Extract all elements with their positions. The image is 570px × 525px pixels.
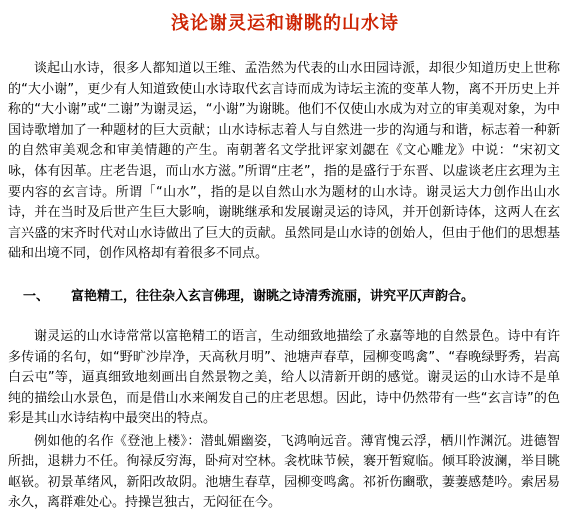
article-title: 浅论谢灵运和谢眺的山水诗	[171, 13, 399, 34]
section-heading-text: 富艳精工，往往杂入玄言佛理，谢眺之诗清秀流丽，讲究平仄声韵合。	[71, 289, 475, 304]
section-number: 一、	[23, 289, 50, 304]
paragraph-intro: 谈起山水诗，很多人都知道以王维、孟浩然为代表的山水田园诗派，却很少知道历史上世称的“大小谢”，更少有人知道致使山水诗取代玄言诗而成为诗坛主流的变革人物，离不开历史上并称的“大小谢”或“二谢”为谢灵运，“小谢”为谢眺。他们不仅使山水成为对立的审美观对象，为中国诗歌增加了一种题材的巨大贡献；山水诗标志着人与自然进一步的沟通与和谐，标志着一种新的自然审美观念和审美情趣的产生。南朝著名文学批评家刘勰在《文心雕龙》中说：“宋初文咏，体有因革。庄老告退，而山水方滋。”所谓“庄老”，指的是盛行于东晋、以虚谈老庄玄理为主要内容的玄言诗。所谓「“山水”，指的是以自然山水为题材的山水诗。谢灵运大力创作出山水诗，并在当时及后世产生巨大影响，谢眺继承和发展谢灵运的诗风，并开创新诗体，这两人在玄言兴盛的宋齐时代对山水诗做出了巨大的贡献。虽然同是山水诗的创始人，但由于他们的思想基础和出境不同，创作风格却有着很多不同点。	[8, 61, 560, 262]
section-heading	[23, 288, 563, 306]
paragraph-body-1: 谢灵运的山水诗常常以富艳精工的语言，生动细致地描绘了永嘉等地的自然景色。诗中有许多传诵的名句，如“野旷沙岸净，天高秋月明”、池塘声春草，园柳变鸣禽”、“春晚绿野秀，岩高白云屯”等，逼真细致地刻画出自然景物之美，给人以清新开朗的感觉。谢灵运的山水诗不是单纯的描绘山水景色，而是借山水来阐发自己的庄老思想。因此，诗中仍然带有一些“玄言诗”的色彩是其山水诗结构中最突出的特点。	[8, 329, 560, 427]
paragraph-body-2: 例如他的名作《登池上楼》：潜虬媚幽姿，飞鸿响远音。薄宵愧云浮，栖川怍渊沉。进德智所拙，退耕力不任。徇禄反穷海，卧疴对空林。衾枕昧节候，褰开暂窥临。倾耳聆波澜，举目眺岖嵚。初景革绪风，新阳改故阴。池塘生春草，园柳变鸣禽。祁祈伤豳歌，萋萋感楚吟。索居易永久，离群难处心。持操岂独古，无闷征在今。	[8, 434, 560, 511]
